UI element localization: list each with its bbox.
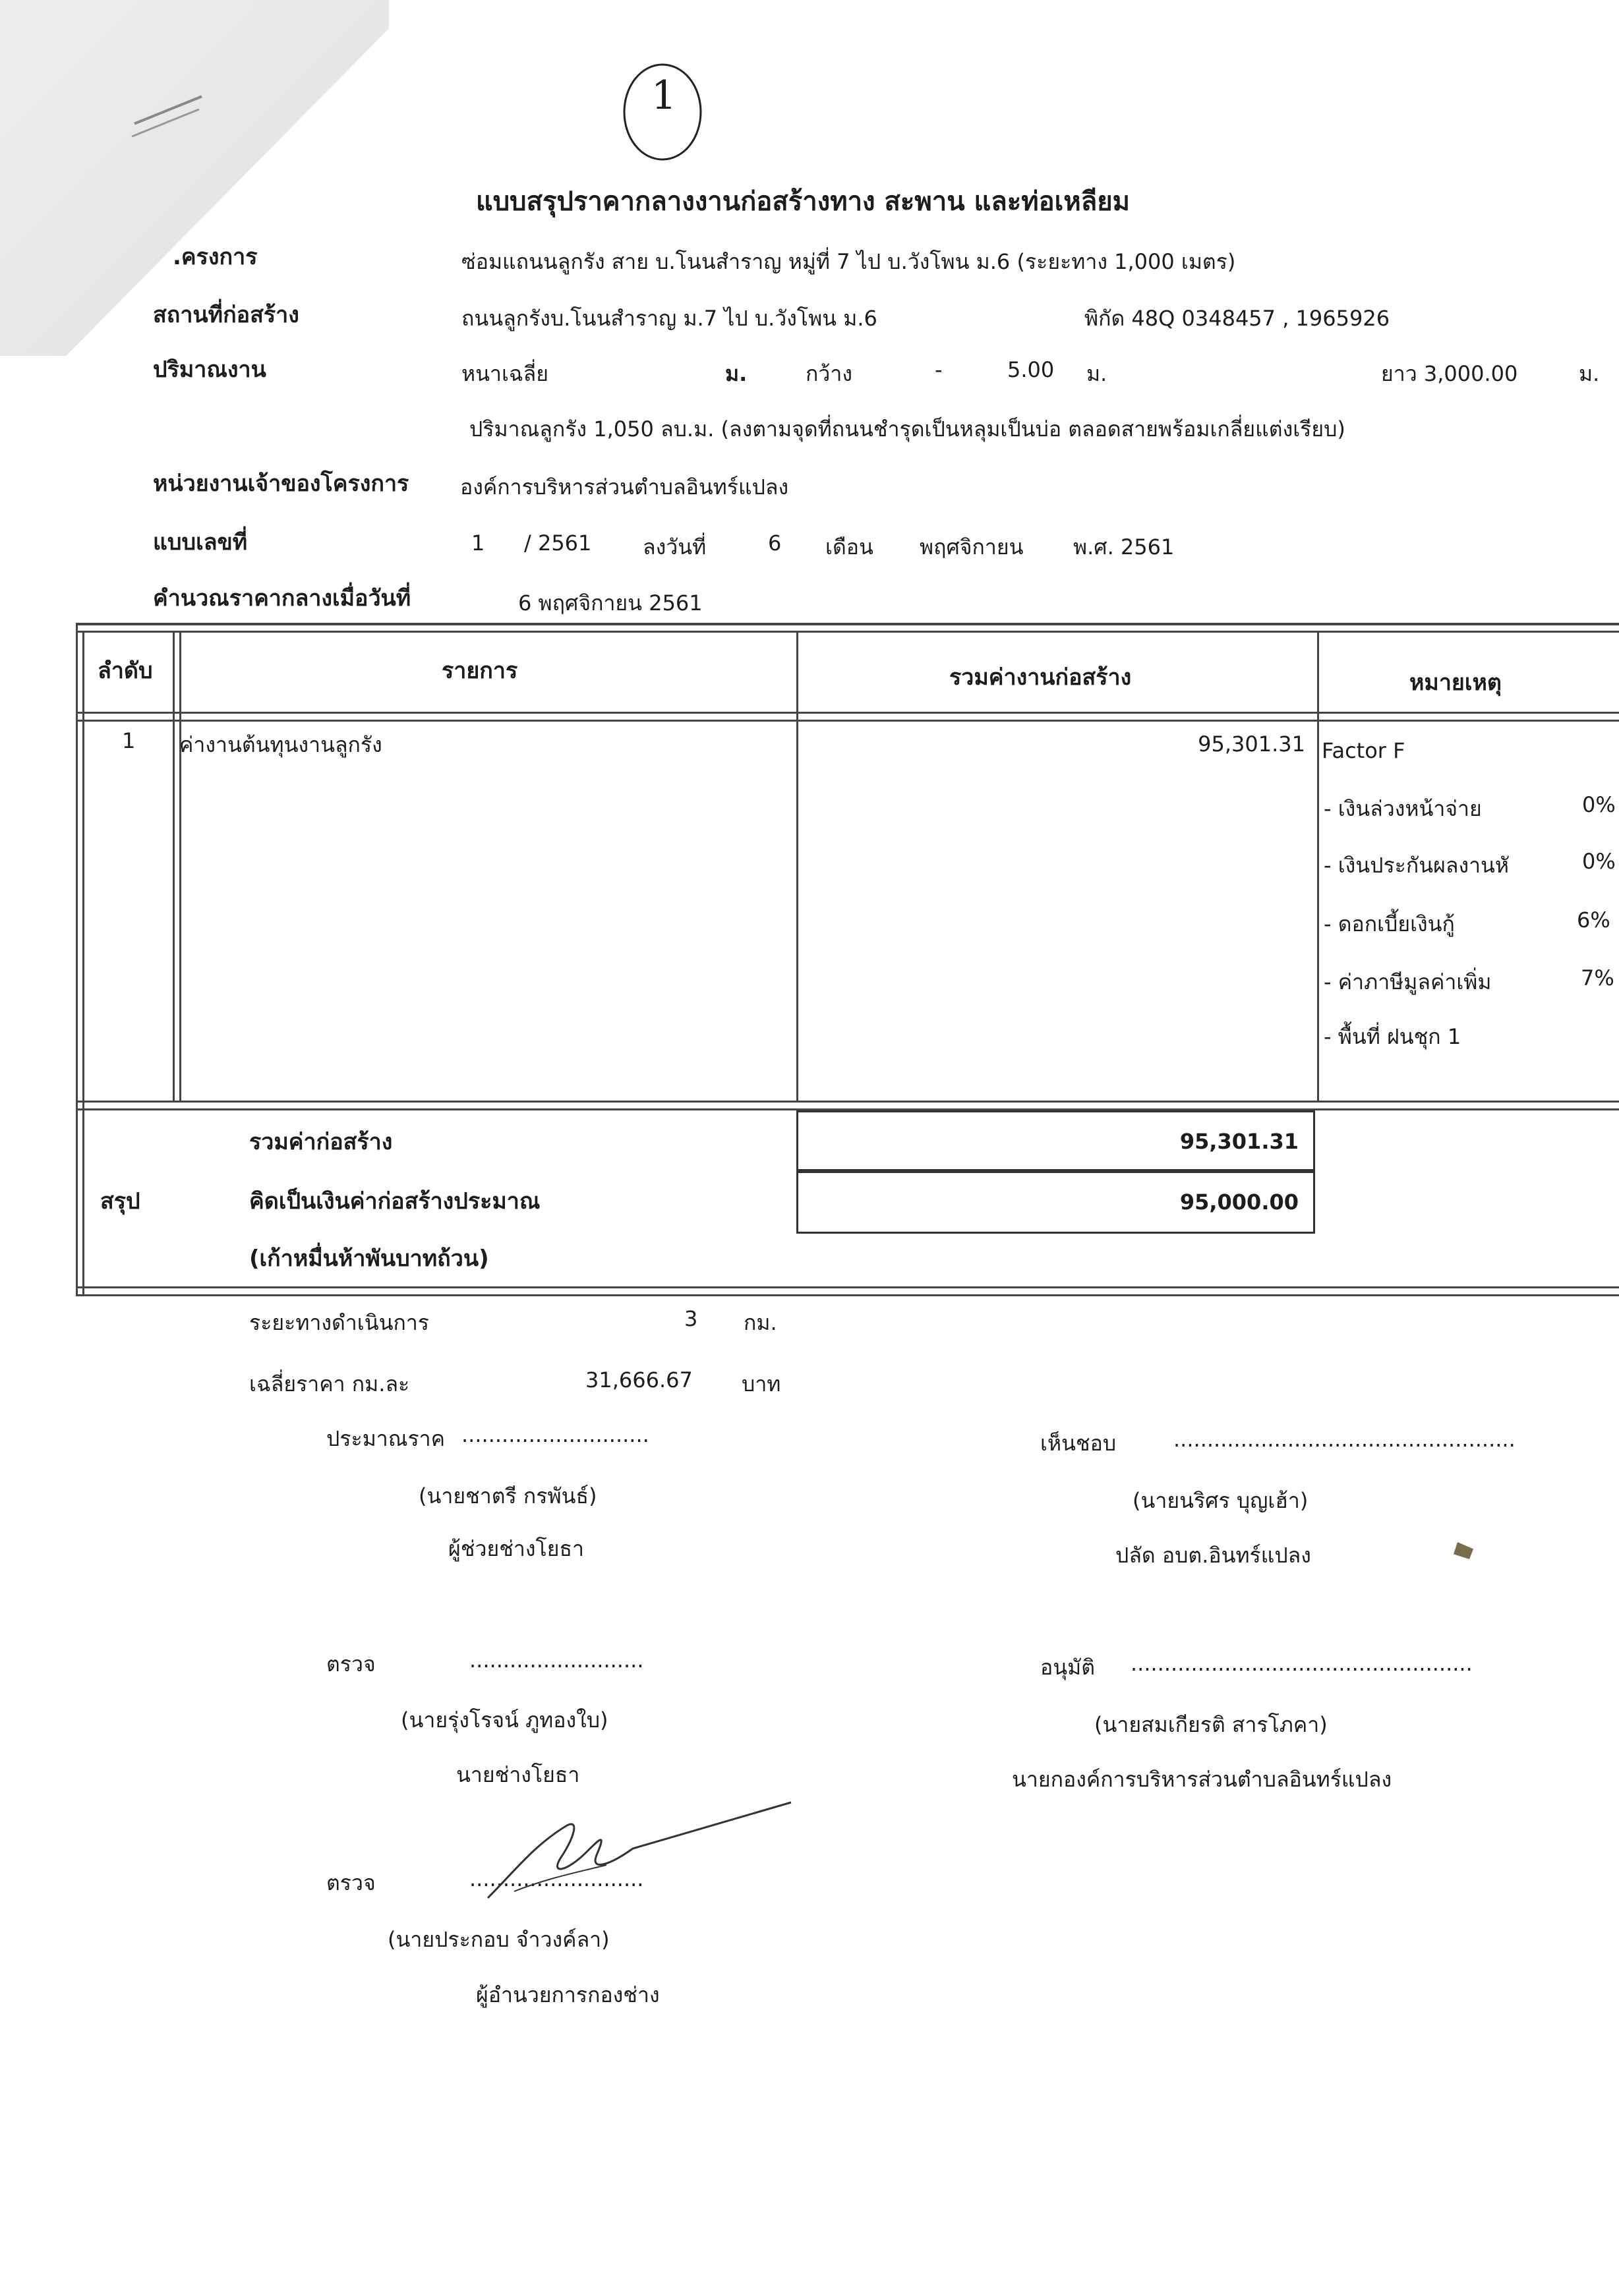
table-header-divider — [76, 712, 1619, 714]
sig3-name: (นายรุ่งโรจน์ ภูทองใบ) — [401, 1708, 608, 1733]
header-no: ลำดับ — [98, 658, 153, 684]
site-value: ถนนลูกรังบ.โนนสำราญ ม.7 ไป บ.วังโพน ม.6 — [461, 306, 877, 331]
table-bottom-border — [76, 1294, 1619, 1296]
remark-vat-value: 7% — [1581, 965, 1614, 990]
header-amount: รวมค่างานก่อสร้าง — [949, 664, 1132, 691]
handwritten-signature — [475, 1799, 804, 1911]
form-year: / 2561 — [524, 531, 592, 556]
owner-value: องค์การบริหารส่วนตำบลอินทร์แปลง — [460, 474, 789, 500]
row-item: ค่างานต้นทุนงานลูกรัง — [179, 732, 382, 757]
remark-interest: - ดอกเบี้ยเงินกู้ — [1324, 911, 1455, 936]
sig1-name: (นายชาตรี กรพันธ์) — [419, 1483, 597, 1508]
header-remark: หมายเหตุ — [1409, 670, 1502, 696]
sig2-title: ปลัด อบต.อินทร์แปลง — [1115, 1543, 1311, 1568]
sig2-name: (นายนริศร บุญเฮ้า) — [1133, 1488, 1309, 1513]
owner-label: หน่วยงานเจ้าของโครงการ — [153, 471, 409, 497]
table-left-border — [76, 623, 78, 1296]
width-value: 5.00 — [1007, 357, 1055, 382]
sig5-title: ผู้อำนวยการกองช่าง — [476, 1982, 660, 2007]
col-divider-1 — [179, 631, 181, 1102]
table-top-border — [76, 631, 1619, 633]
estimate-words: (เก้าหมื่นห้าพันบาทถ้วน) — [249, 1246, 489, 1272]
sig3-dots: .......................... — [469, 1648, 644, 1673]
table-bottom-border — [76, 1286, 1619, 1288]
col-divider-3 — [1317, 631, 1319, 1102]
table-summary-divider — [76, 1101, 1619, 1103]
estimate-label: คิดเป็นเงินค่าก่อสร้างประมาณ — [249, 1188, 541, 1215]
form-day: 6 — [768, 531, 782, 556]
distance-value: 3 — [684, 1306, 698, 1331]
avg-unit: บาท — [742, 1371, 781, 1396]
thickness-label: หนาเฉลี่ย — [461, 361, 549, 386]
sig5-name: (นายประกอบ จำวงค์ลา) — [388, 1927, 610, 1952]
remark-advance-value: 0% — [1582, 792, 1616, 817]
remark-factor-f: Factor F — [1322, 738, 1405, 763]
remark-guarantee-value: 0% — [1582, 849, 1616, 874]
width-label: กว้าง — [806, 361, 852, 386]
distance-unit: กม. — [744, 1310, 777, 1335]
sig4-dots: ................................................... — [1131, 1651, 1473, 1676]
length-value: ยาว 3,000.00 — [1381, 361, 1518, 386]
page-title: แบบสรุปราคากลางงานก่อสร้างทาง สะพาน และท่อเหลียม — [476, 187, 1131, 217]
sig1-title: ผู้ช่วยช่างโยธา — [448, 1536, 584, 1561]
coordinates: พิกัด 48Q 0348457 , 1965926 — [1084, 306, 1390, 331]
form-month-label: เดือน — [825, 534, 873, 560]
calc-date-value: 6 พฤศจิกายน 2561 — [518, 590, 703, 616]
total-label: รวมค่าก่อสร้าง — [249, 1129, 393, 1155]
remark-interest-value: 6% — [1577, 907, 1610, 933]
row-amount: 95,301.31 — [1198, 732, 1305, 757]
calc-date-label: คำนวณราคากลางเมื่อวันที่ — [153, 585, 411, 612]
sig2-dots: ................................................... — [1173, 1427, 1516, 1452]
paper-stain — [1454, 1542, 1473, 1559]
sig4-title: นายกองค์การบริหารส่วนตำบลอินทร์แปลง — [1012, 1767, 1392, 1792]
distance-label: ระยะทางดำเนินการ — [249, 1310, 429, 1335]
sig4-role: อนุมัติ — [1040, 1655, 1095, 1680]
header-item: รายการ — [442, 658, 518, 684]
gravel-volume: ปริมาณลูกรัง 1,050 ลบ.ม. (ลงตามจุดที่ถนนชำรุดเป็นหลุมเป็นบ่อ ตลอดสายพร้อมเกลี่ยแต่งเรียบ) — [469, 416, 1345, 442]
remark-advance: - เงินล่วงหน้าจ่าย — [1324, 796, 1482, 821]
avg-label: เฉลี่ยราคา กม.ละ — [249, 1371, 410, 1396]
page-number: 1 — [651, 72, 677, 119]
remark-guarantee: - เงินประกันผลงานหั — [1324, 853, 1510, 878]
remark-vat: - ค่าภาษีมูลค่าเพิ่ม — [1324, 969, 1492, 994]
project-label: .ครงการ — [173, 244, 258, 270]
sig4-name: (นายสมเกียรติ สารโภคา) — [1094, 1712, 1328, 1737]
form-month: พฤศจิกายน — [920, 534, 1024, 560]
site-label: สถานที่ก่อสร้าง — [153, 302, 299, 328]
row-number: 1 — [122, 728, 136, 753]
sig5-role: ตรวจ — [326, 1870, 376, 1895]
form-year-label: พ.ศ. 2561 — [1073, 534, 1175, 560]
project-value: ซ่อมแถนนลูกรัง สาย บ.โนนสำราญ หมู่ที่ 7 ไป บ.วังโพน ม.6 (ระยะทาง 1,000 เมตร) — [461, 249, 1236, 274]
col-divider-2 — [796, 631, 798, 1102]
remark-rain-zone: - พื้นที่ ฝนชุก 1 — [1324, 1024, 1461, 1049]
table-header-divider — [76, 720, 1619, 722]
form-date-label: ลงวันที่ — [643, 534, 707, 560]
form-number: 1 — [471, 531, 485, 556]
quantity-label: ปริมาณงาน — [153, 357, 266, 383]
sig1-dots: ............................ — [461, 1422, 649, 1447]
estimate-value: 95,000.00 — [1179, 1190, 1299, 1215]
sig3-title: นายช่างโยธา — [456, 1762, 580, 1787]
sig5-dots: .......................... — [469, 1866, 644, 1891]
sig2-role: เห็นชอบ — [1040, 1431, 1117, 1456]
sig3-role: ตรวจ — [326, 1651, 376, 1677]
table-left-border — [82, 631, 84, 1296]
col-divider-1 — [173, 631, 175, 1102]
form-label: แบบเลขที่ — [153, 529, 248, 556]
width-unit: ม. — [1086, 361, 1107, 386]
table-top-border — [76, 623, 1619, 625]
sig1-role: ประมาณราค — [326, 1426, 445, 1451]
thickness-unit: ม. — [725, 361, 748, 386]
avg-value: 31,666.67 — [585, 1367, 693, 1392]
total-value: 95,301.31 — [1179, 1129, 1299, 1154]
width-dash: - — [935, 357, 943, 382]
summary-label: สรุป — [100, 1188, 140, 1215]
length-unit: ม. — [1579, 361, 1600, 386]
